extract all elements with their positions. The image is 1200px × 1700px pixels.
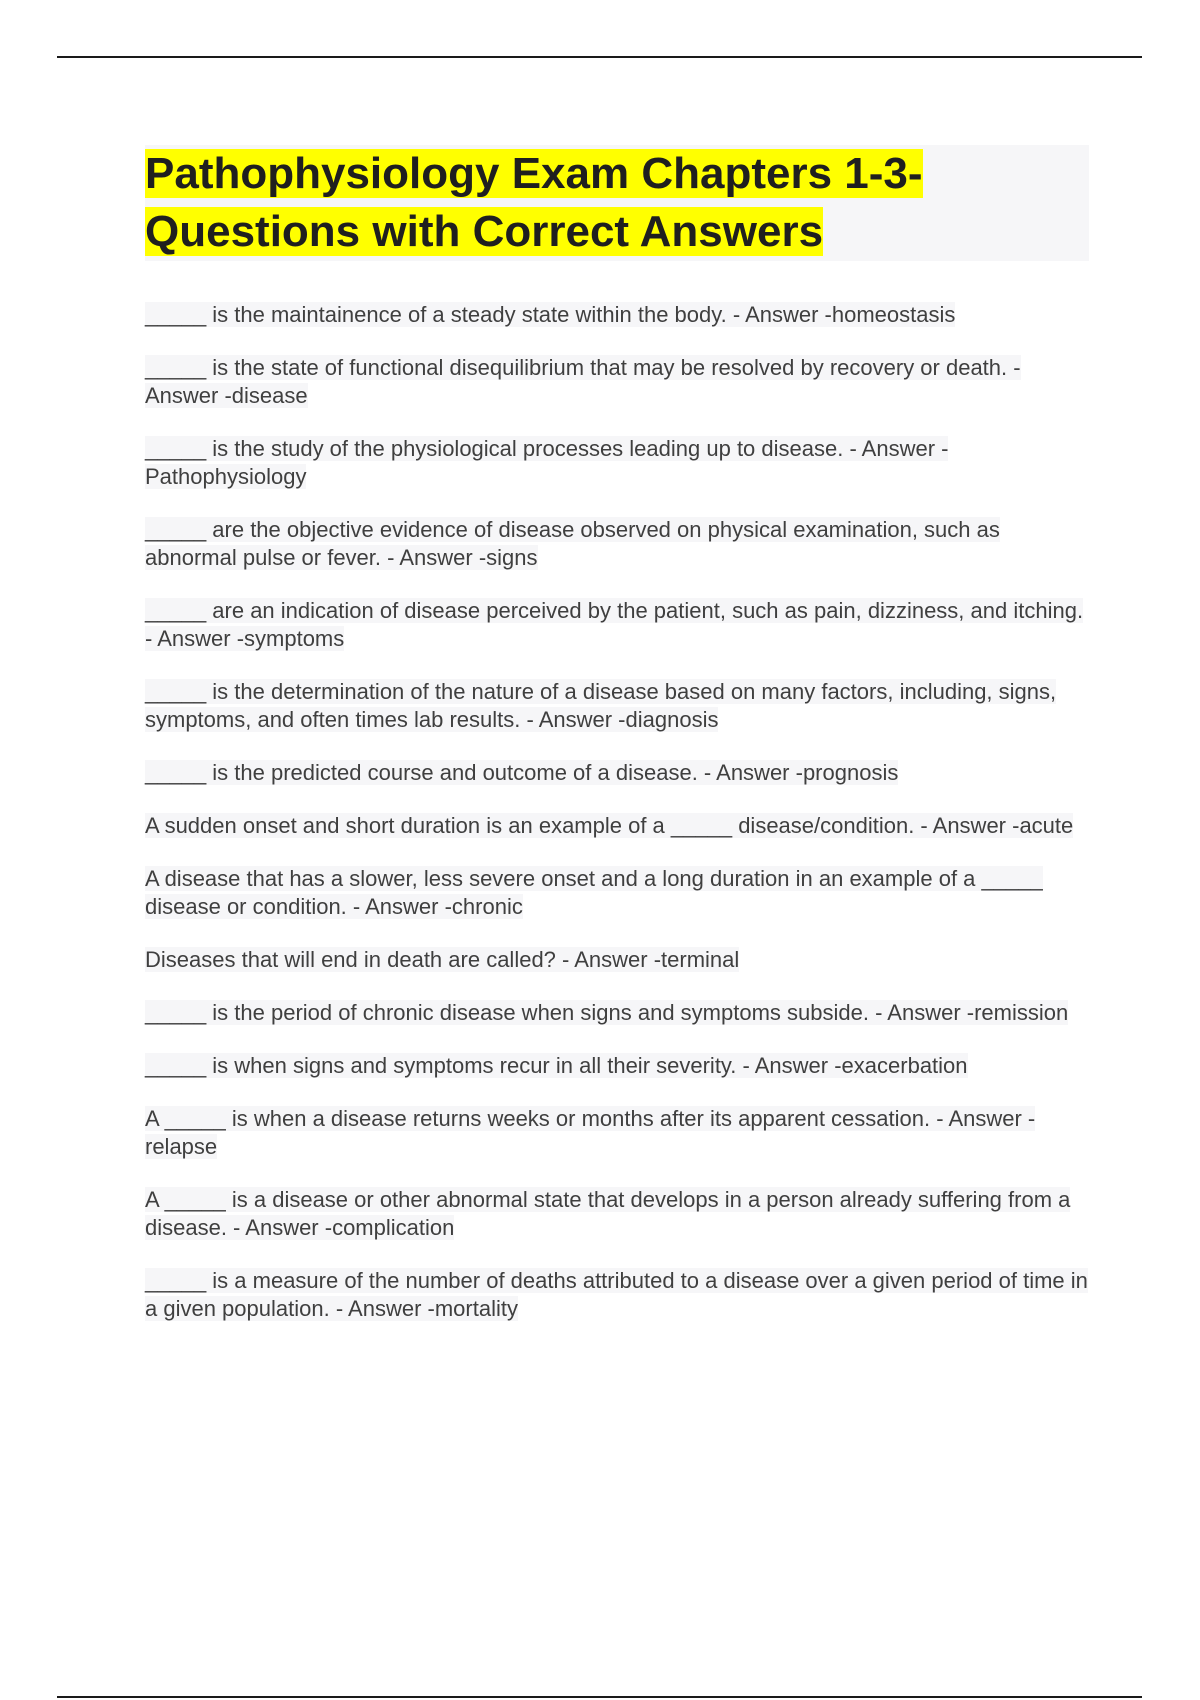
qa-text: _____ is the predicted course and outcome of a disease. - Answer -prognosis	[145, 760, 899, 785]
qa-item	[145, 865, 1089, 921]
qa-text: _____ is the period of chronic disease when signs and symptoms subside. - Answer -remission	[145, 1000, 1069, 1025]
qa-text: A disease that has a slower, less severe onset and a long duration in an example of a _____ disease or condition. - Answer -chronic	[145, 866, 1043, 919]
qa-text: A _____ is a disease or other abnormal state that develops in a person already suffering from a disease. - Answer -complication	[145, 1187, 1071, 1240]
qa-item	[145, 1052, 1089, 1080]
qa-item	[145, 678, 1089, 734]
qa-item	[145, 999, 1089, 1027]
qa-text: _____ is the maintainence of a steady state within the body. - Answer -homeostasis	[145, 302, 956, 327]
qa-text: A sudden onset and short duration is an example of a _____ disease/condition. - Answer -acute	[145, 813, 1074, 838]
bottom-rule	[57, 1696, 1142, 1698]
title-block	[145, 145, 1089, 261]
qa-item	[145, 597, 1089, 653]
qa-item	[145, 435, 1089, 491]
qa-list	[145, 301, 1089, 1323]
qa-item	[145, 759, 1089, 787]
qa-text: _____ are an indication of disease perceived by the patient, such as pain, dizziness, and itching. - Answer -symptoms	[145, 598, 1084, 651]
qa-text: Diseases that will end in death are called? - Answer -terminal	[145, 947, 740, 972]
qa-text: A _____ is when a disease returns weeks or months after its apparent cessation. - Answer -relapse	[145, 1106, 1036, 1159]
qa-item	[145, 301, 1089, 329]
qa-item	[145, 812, 1089, 840]
qa-text: _____ is the state of functional disequilibrium that may be resolved by recovery or death. - Answer -disease	[145, 355, 1021, 408]
qa-item	[145, 946, 1089, 974]
qa-text: _____ is when signs and symptoms recur in all their severity. - Answer -exacerbation	[145, 1053, 968, 1078]
qa-item	[145, 1186, 1089, 1242]
qa-item	[145, 1267, 1089, 1323]
document-title	[145, 145, 1089, 261]
document-body	[145, 145, 1089, 1348]
top-rule	[57, 56, 1142, 58]
title-highlight: Pathophysiology Exam Chapters 1-3- Questions with Correct Answers	[145, 149, 923, 256]
qa-item	[145, 354, 1089, 410]
qa-text: _____ is a measure of the number of deaths attributed to a disease over a given period of time in a given population. - Answer -mortality	[145, 1268, 1088, 1321]
qa-item	[145, 516, 1089, 572]
qa-text: _____ is the determination of the nature of a disease based on many factors, including, signs, symptoms, and often times lab results. - Answer -diagnosis	[145, 679, 1057, 732]
qa-text: _____ are the objective evidence of disease observed on physical examination, such as abnormal pulse or fever. - Answer -signs	[145, 517, 1000, 570]
qa-text: _____ is the study of the physiological processes leading up to disease. - Answer -Pathophysiology	[145, 436, 949, 489]
qa-item	[145, 1105, 1089, 1161]
